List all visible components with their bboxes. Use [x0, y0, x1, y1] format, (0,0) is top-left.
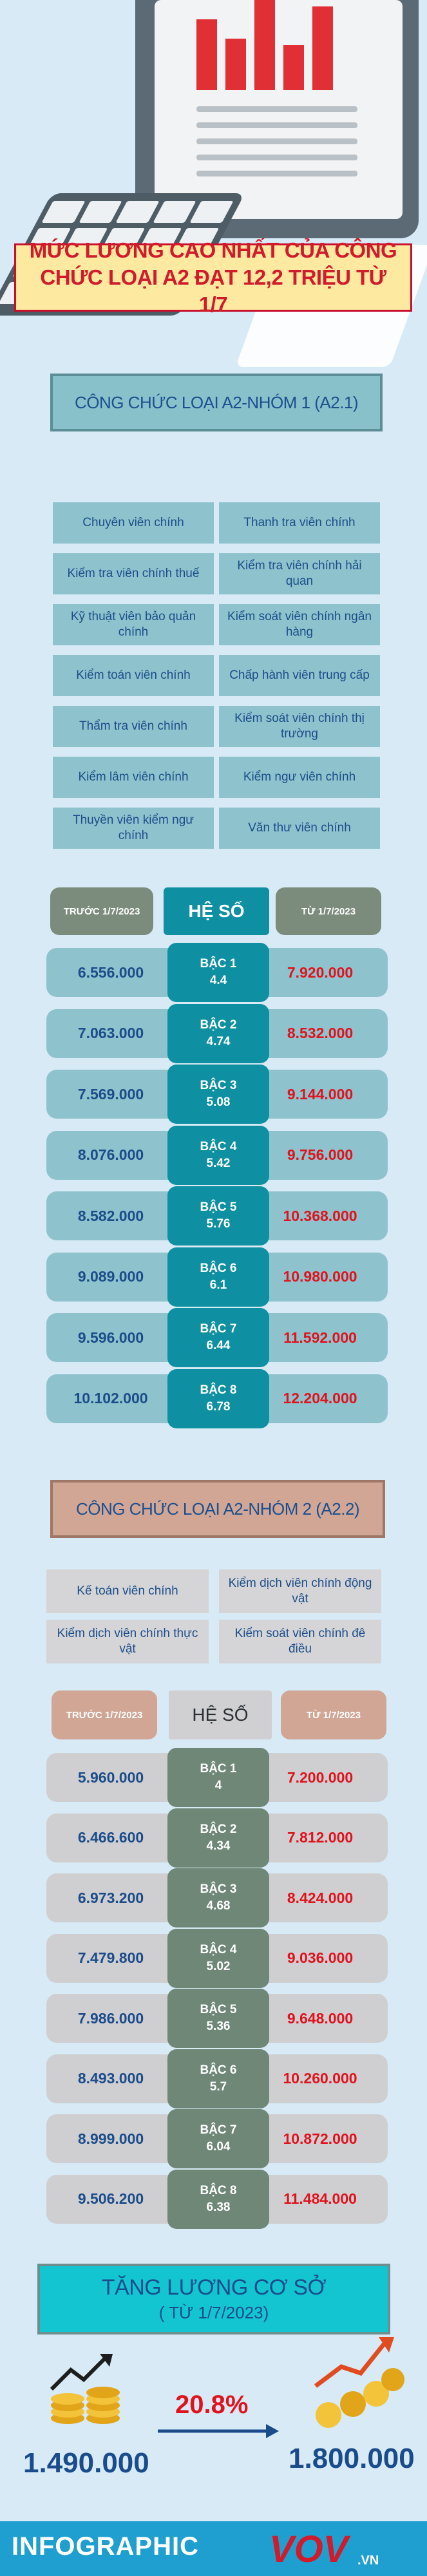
chart-bar-icon: [283, 45, 304, 90]
group2-col-after: TỪ 1/7/2023: [281, 1690, 386, 1739]
salary-after: 12.204.000: [283, 1390, 357, 1406]
coefficient-value: 5.7: [209, 2079, 227, 2094]
table-row: [46, 1814, 388, 1862]
coins-rising-icon: [309, 2334, 406, 2431]
table-row: [46, 1070, 388, 1119]
level-label: BẬC 3: [200, 1882, 237, 1896]
footer-label: INFOGRAPHIC: [12, 2532, 199, 2561]
salary-before: 7.569.000: [77, 1085, 144, 1103]
salary-after: 7.812.000: [287, 1829, 354, 1846]
salary-before: 7.986.000: [77, 2009, 144, 2027]
salary-before: 8.076.000: [77, 1146, 144, 1163]
group1-position-item: Kiểm lâm viên chính: [53, 757, 214, 798]
table-row: [46, 1994, 388, 2043]
group1-position-item: Thẩm tra viên chính: [53, 706, 214, 747]
group1-col-before: TRƯỚC 1/7/2023: [50, 887, 153, 935]
group1-position-item: Kỹ thuật viên bảo quản chính: [53, 604, 214, 645]
chart-bar-icon: [196, 19, 217, 90]
group1-position-item: Kiểm tra viên chính hải quan: [219, 553, 380, 594]
group2-header: CÔNG CHỨC LOẠI A2-NHÓM 2 (A2.2): [50, 1480, 385, 1538]
group1-position-item: Chuyên viên chính: [53, 502, 214, 544]
level-label: BẬC 1: [200, 957, 237, 971]
level-label: BẬC 8: [200, 2183, 237, 2197]
salary-after: 11.484.000: [283, 2190, 357, 2207]
group2-position-item: Kiểm dịch viên chính động vật: [219, 1569, 381, 1613]
base-salary-box: [37, 2264, 390, 2334]
salary-before: 8.582.000: [77, 1207, 144, 1224]
salary-after: 9.036.000: [287, 1949, 354, 1966]
table-row: [46, 948, 388, 997]
salary-after: 11.592.000: [283, 1329, 357, 1346]
coefficient-value: 5.08: [206, 1095, 231, 1109]
salary-before: 9.596.000: [77, 1329, 144, 1346]
base-salary-after: 1.800.000: [289, 2443, 415, 2474]
coefficient-value: 5.36: [206, 2020, 231, 2033]
table-row: [46, 1374, 388, 1423]
coefficient-value: 5.02: [206, 1959, 231, 1973]
document-line: [196, 138, 357, 144]
table-row: [46, 2175, 388, 2224]
coefficient-value: 6.04: [206, 2140, 231, 2154]
coins-growth-icon: [45, 2351, 135, 2428]
salary-before: 7.479.800: [77, 1949, 144, 1966]
level-label: BẬC 5: [200, 2003, 237, 2016]
level-label: BẬC 5: [200, 1200, 237, 1214]
document-line: [196, 106, 357, 112]
salary-before: 8.999.000: [77, 2130, 144, 2147]
group1-position-item: Kiểm ngư viên chính: [219, 757, 380, 798]
table-row: [46, 1873, 388, 1922]
group1-position-item: Thuyền viên kiểm ngư chính: [53, 808, 214, 849]
group1-position-item: Kiểm soát viên chính thị trường: [219, 706, 380, 747]
table-row: [46, 1191, 388, 1240]
page-title-box: [14, 238, 412, 316]
level-label: BẬC 8: [200, 1383, 237, 1397]
base-salary-subtitle: ( TỪ 1/7/2023): [158, 2303, 269, 2322]
group1-col-after: TỪ 1/7/2023: [276, 887, 381, 935]
group2-position-item: Kiểm dịch viên chính thực vật: [46, 1620, 209, 1663]
coefficient-value: 4.68: [206, 1899, 231, 1913]
coefficient-value: 4.74: [206, 1034, 231, 1048]
salary-after: 7.920.000: [287, 963, 354, 981]
group1-position-item: Văn thư viên chính: [219, 808, 380, 849]
group1-position-item: Kiểm toán viên chính: [53, 655, 214, 696]
salary-before: 5.960.000: [77, 1768, 144, 1786]
salary-after: 10.872.000: [283, 2130, 357, 2147]
document-line: [196, 155, 357, 160]
salary-after: 10.368.000: [283, 1207, 357, 1224]
base-salary-percent: 20.8%: [175, 2391, 249, 2419]
chart-bar-icon: [312, 6, 333, 90]
group1-position-item: Kiểm soát viên chính ngân hàng: [219, 604, 380, 645]
base-salary-title: TĂNG LƯƠNG CƠ SỞ: [101, 2275, 327, 2300]
level-label: BẬC 1: [200, 1762, 237, 1776]
coefficient-value: 6.1: [209, 1278, 227, 1292]
level-label: BẬC 3: [200, 1079, 237, 1092]
chart-bar-icon: [225, 39, 246, 90]
table-row: [46, 1313, 388, 1362]
group1-position-item: Chấp hành viên trung cấp: [219, 655, 380, 696]
coefficient-value: 4: [214, 1779, 222, 1792]
level-label: BẬC 7: [200, 1322, 237, 1336]
salary-after: 9.144.000: [287, 1085, 354, 1103]
group2-position-item: Kế toán viên chính: [46, 1569, 209, 1613]
document-line: [196, 122, 357, 128]
table-row: [46, 1009, 388, 1058]
table-row: [46, 1131, 388, 1180]
salary-before: 6.556.000: [77, 963, 144, 981]
salary-after: 9.648.000: [287, 2009, 354, 2027]
vov-logo: VOV: [269, 2528, 348, 2570]
document-line: [196, 171, 357, 176]
coefficient-value: 4.4: [209, 974, 227, 987]
arrow-right-icon: [158, 2421, 280, 2441]
chart-bar-icon: [254, 0, 275, 90]
group1-position-item: Thanh tra viên chính: [219, 502, 380, 544]
level-label: BẬC 4: [200, 1139, 237, 1153]
group1-col-coef: HỆ SỐ: [164, 887, 269, 935]
table-row: [46, 1934, 388, 1983]
group2-col-coef: HỆ SỐ: [169, 1690, 272, 1739]
group2-position-item: Kiểm soát viên chính đê điều: [219, 1620, 381, 1663]
coefficient-value: 5.42: [206, 1156, 231, 1170]
salary-before: 9.506.200: [77, 2190, 144, 2207]
page-title: MỨC LƯƠNG CAO NHẤT CỦA CÔNG CHỨC LOẠI A2 ĐẠT 12,2 TRIỆU TỪ 1/7: [29, 238, 397, 316]
level-label: BẬC 4: [200, 1942, 237, 1956]
salary-after: 7.200.000: [287, 1768, 354, 1786]
vov-logo-suffix: .VN: [357, 2553, 379, 2568]
table-row: [46, 2114, 388, 2163]
group1-header: CÔNG CHỨC LOẠI A2-NHÓM 1 (A2.1): [50, 374, 383, 431]
salary-after: 8.532.000: [287, 1025, 354, 1041]
group2-col-before: TRƯỚC 1/7/2023: [52, 1690, 157, 1739]
salary-after: 10.260.000: [283, 2070, 357, 2087]
coefficient-value: 6.38: [206, 2200, 231, 2214]
level-label: BẬC 7: [200, 2123, 237, 2137]
coefficient-value: 5.76: [206, 1217, 231, 1231]
coefficient-value: 6.78: [206, 1399, 231, 1414]
table-row: [46, 2054, 388, 2103]
coefficient-value: 6.44: [206, 1339, 231, 1352]
table-row: [46, 1253, 388, 1302]
salary-before: 6.466.600: [77, 1829, 144, 1846]
salary-after: 9.756.000: [287, 1146, 354, 1163]
salary-before: 9.089.000: [77, 1268, 144, 1285]
salary-before: 7.063.000: [77, 1025, 144, 1041]
level-label: BẬC 6: [200, 2063, 237, 2077]
salary-before: 8.493.000: [77, 2070, 144, 2087]
level-label: BẬC 6: [200, 1261, 237, 1275]
level-label: BẬC 2: [200, 1822, 237, 1836]
table-row: [46, 1753, 388, 1802]
salary-before: 6.973.200: [77, 1889, 144, 1906]
group1-position-item: Kiểm tra viên chính thuế: [53, 553, 214, 594]
salary-after: 10.980.000: [283, 1268, 357, 1285]
base-salary-before: 1.490.000: [23, 2447, 149, 2479]
salary-after: 8.424.000: [287, 1889, 354, 1906]
level-label: BẬC 2: [200, 1018, 237, 1032]
salary-before: 10.102.000: [73, 1390, 148, 1406]
coefficient-value: 4.34: [206, 1839, 231, 1853]
